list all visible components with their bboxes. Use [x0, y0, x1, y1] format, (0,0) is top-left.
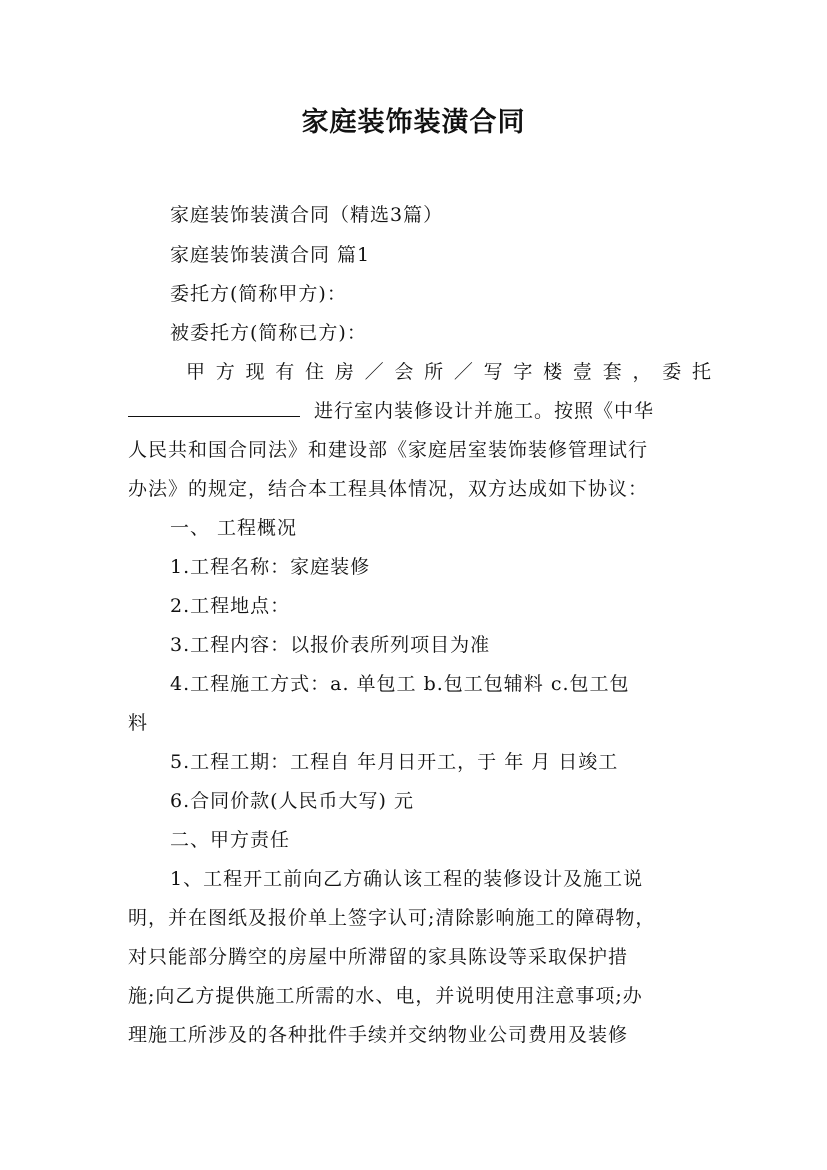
section-heading: 二、甲方责任 — [170, 829, 291, 851]
list-item: 5.工程工期：工程自 年月日开工，于 年 月 日竣工 — [170, 751, 619, 773]
body-line: 明，并在图纸及报价单上签字认可;清除影响施工的障碍物， — [128, 907, 656, 929]
body-line: 甲方现有住房／会所／写字楼壹套，委托 — [186, 361, 712, 383]
list-item: 3.工程内容：以报价表所列项目为准 — [170, 634, 491, 656]
body-line: 对只能部分腾空的房屋中所滞留的家具陈设等采取保护措 — [128, 946, 629, 968]
list-item: 4.工程施工方式：a. 单包工 b.包工包辅料 c.包工包 — [170, 673, 630, 695]
body-line: 施;向乙方提供施工所需的水、电，并说明使用注意事项;办 — [128, 985, 643, 1007]
body-line: 理施工所涉及的各种批件手续并交纳物业公司费用及装修 — [128, 1024, 629, 1046]
party-b-line: 被委托方(简称已方)： — [170, 322, 367, 344]
body-line: 1、工程开工前向乙方确认该工程的装修设计及施工说 — [170, 868, 644, 890]
list-item: 1.工程名称：家庭装修 — [170, 556, 371, 578]
party-a-line: 委托方(简称甲方)： — [170, 283, 347, 305]
list-item-continuation: 料 — [128, 712, 149, 734]
list-item: 2.工程地点： — [170, 595, 291, 617]
body-line-text: 进行室内装修设计并施工。按照《中华 — [314, 400, 655, 422]
body-line-with-blank — [128, 396, 654, 423]
document-title: 家庭装饰装潢合同 — [301, 107, 526, 138]
section-heading: 一、 工程概况 — [170, 517, 298, 539]
section-heading: 家庭装饰装潢合同 篇1 — [170, 244, 371, 266]
subtitle-line: 家庭装饰装潢合同（精选3篇） — [170, 204, 444, 226]
body-line: 人民共和国合同法》和建设部《家庭居室装饰装修管理试行 — [128, 439, 649, 461]
list-item: 6.合同价款(人民币大写) 元 — [170, 790, 414, 812]
body-line: 办法》的规定，结合本工程具体情况，双方达成如下协议： — [128, 478, 649, 500]
blank-underline — [128, 398, 300, 417]
